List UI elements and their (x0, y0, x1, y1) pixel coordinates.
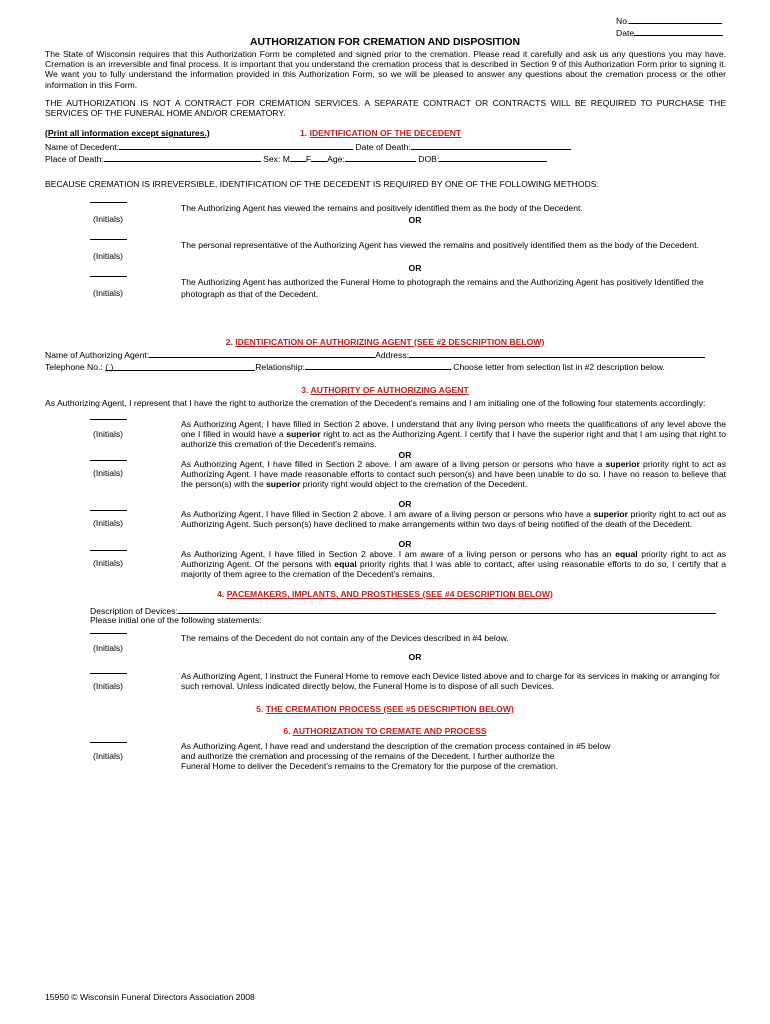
initials-line[interactable] (90, 276, 127, 277)
initials-line[interactable] (90, 550, 127, 551)
initials-line[interactable] (90, 460, 127, 461)
agent-address-label: Address: (375, 350, 410, 360)
devices-label: Description of Devices: (90, 606, 178, 616)
initials-label: (Initials) (92, 558, 124, 568)
sex-label: Sex: M (263, 154, 290, 164)
age-label: Age: (327, 154, 345, 164)
initials-label: (Initials) (92, 518, 124, 528)
or-separator: OR (398, 450, 412, 460)
initials-label: (Initials) (92, 643, 124, 653)
section4-heading: 4. PACEMAKERS, IMPLANTS, AND PROSTHESES (SEE #4 DESCRIPTION BELOW) (217, 589, 553, 599)
age-input[interactable] (345, 153, 416, 162)
initial-instruction: Please initial one of the following statements: (90, 615, 262, 625)
number-field[interactable] (616, 15, 722, 26)
section3-heading: 3. AUTHORITY OF AUTHORIZING AGENT (301, 385, 469, 395)
sex-f-input[interactable] (311, 153, 327, 162)
section5-heading: 5. THE CREMATION PROCESS (SEE #5 DESCRIPTION BELOW) (256, 704, 514, 714)
form-title: AUTHORIZATION FOR CREMATION AND DISPOSITION (250, 37, 520, 48)
date-label: Date (616, 28, 635, 38)
sex-f-label: F (305, 154, 312, 164)
place-of-death-label: Place of Death: (45, 154, 104, 164)
authority-option-declined: As Authorizing Agent, I have filled in Section 2 above. I am aware of a living person or persons who have a superior priority right to act out as Authorizing Agent. Such person(s) have declined to make arrangements within two days of being notified of the death of the Decedent. (181, 509, 727, 530)
authorizing-agent-name-row (45, 349, 705, 360)
authority-option-superior-right: As Authorizing Agent, I have filled in Section 2 above. I understand that any living person who meets the qualifications of any level above the one I filled in would have a superior right to act as the Authorizing Agent. I certify that I have the superior right and that I am using that right to authorize this cremation of the Decedent's remains. (181, 419, 726, 450)
authority-option-unable-to-contact: As Authorizing Agent, I have filled in Section 2 above. I am aware of a living person or persons who have a superior priority right to act as Authorizing Agent. I have made reasonable efforts to contact such person(s) and have been unable to do so. I have no reason to believe that the person(s) with the superior priority right would object to the cremation of the Decedent. (181, 459, 726, 490)
sex-m-input[interactable] (290, 153, 306, 162)
dob-input[interactable] (439, 153, 547, 162)
authority-option-equal-priority: As Authorizing Agent, I have filled in Section 2 above. I am aware of a living person or persons who has an equal priority right to act as Authorizing Agent. Of the persons with equal priority rights that I was able to contact, after using reasonable efforts to do so, I certify that a majority of them agree to the cremation of the Decedent's remains. (181, 549, 727, 580)
or-separator: OR (408, 263, 422, 273)
dob-label: DOB: (418, 154, 440, 164)
authority-intro: As Authorizing Agent, I represent that I have the right to authorize the cremation of the Decedent's remains and I am initialing one of the following four statements accordingly: (45, 398, 706, 408)
agent-name-label: Name of Authorizing Agent: (45, 350, 150, 360)
initials-label: (Initials) (92, 681, 124, 691)
devices-input[interactable] (178, 605, 716, 614)
initials-label: (Initials) (92, 214, 124, 224)
decedent-name-row (45, 141, 571, 152)
section1-heading: 1. IDENTIFICATION OF THE DECEDENT (300, 128, 462, 138)
cremation-authorization-text: As Authorizing Agent, I have read and understand the description of the cremation process contained in #5 below and authorize the cremation and processing of the remains of the Decedent. I further authorize the Funeral Home to deliver the Decedent's remains to the Crematory for the purpose of the cremation. (181, 741, 611, 772)
telephone-input[interactable]: ( ) (105, 362, 255, 371)
or-separator: OR (398, 539, 412, 549)
id-option-viewed: The Authorizing Agent has viewed the remains and positively identified them as the body of the Decedent. (181, 203, 583, 213)
print-note: (Print all information except signatures.) (45, 128, 210, 138)
initials-line[interactable] (90, 202, 127, 203)
initials-label: (Initials) (92, 429, 124, 439)
initials-line[interactable] (90, 510, 127, 511)
initials-line[interactable] (90, 742, 127, 743)
or-separator: OR (408, 215, 422, 225)
footer-copyright: 15950 © Wisconsin Funeral Directors Association 2008 (45, 992, 255, 1002)
number-label: No. (616, 16, 630, 26)
date-of-death-input[interactable] (411, 141, 571, 150)
initials-label: (Initials) (92, 468, 124, 478)
initials-line[interactable] (90, 419, 127, 420)
initials-line[interactable] (90, 673, 127, 674)
place-of-death-input[interactable] (104, 153, 261, 162)
initials-line[interactable] (90, 633, 127, 634)
place-of-death-row (45, 153, 547, 164)
date-of-death-label: Date of Death: (355, 142, 411, 152)
devices-option-remove: As Authorizing Agent, I instruct the Funeral Home to remove each Device listed above and to charge for its services in making or arranging for such removal. Unless indicated directly below, the Funeral Home is to dispose of all such Devices. (181, 671, 720, 692)
or-separator: OR (398, 499, 412, 509)
initials-label: (Initials) (92, 288, 124, 298)
contract-notice: THE AUTHORIZATION IS NOT A CONTRACT FOR CREMATION SERVICES. A SEPARATE CONTRACT OR CONTRACTS WILL BE REQUIRED TO PURCHASE THE SERVICES OF THE FUNERAL HOME AND/OR CREMATORY. (45, 98, 726, 119)
section2-heading: 2. IDENTIFICATION OF AUTHORIZING AGENT (SEE #2 DESCRIPTION BELOW) (225, 337, 545, 347)
intro-paragraph: The State of Wisconsin requires that this Authorization Form be completed and signed prior to the cremation. Please read it carefully and ask us any questions you may have. Cremation is an irreversible and final process. It is important that you understand the cremation process that is described in Section 9 of this Authorization Form prior to signing it. We want you to fully understand the information provided in this Authorization Form, so we will be pleased to answer any questions about the cremation process or the other information in this Form. (45, 49, 726, 90)
telephone-row (45, 361, 665, 372)
telephone-label: Telephone No.: (45, 362, 103, 372)
decedent-name-input[interactable] (119, 141, 353, 150)
section6-heading: 6. AUTHORIZATION TO CREMATE AND PROCESS (283, 726, 487, 736)
agent-address-input[interactable] (409, 349, 705, 358)
initials-label: (Initials) (92, 251, 124, 261)
relationship-label: Relationship: (255, 362, 305, 372)
devices-option-none: The remains of the Decedent do not contain any of the Devices described in #4 below. (181, 633, 509, 643)
relationship-choice-note: Choose letter from selection list in #2 description below. (453, 362, 665, 372)
initials-line[interactable] (90, 239, 127, 240)
decedent-name-label: Name of Decedent: (45, 142, 120, 152)
relationship-input[interactable] (305, 361, 451, 370)
id-option-representative: The personal representative of the Authorizing Agent has viewed the remains and positively identified them as the body of the Decedent. (181, 240, 699, 250)
agent-name-input[interactable] (149, 349, 375, 358)
initials-label: (Initials) (92, 751, 124, 761)
id-option-photograph: The Authorizing Agent has authorized the Funeral Home to photograph the remains and the Authorizing Agent has positively Identified the photograph as that of the Decedent. (181, 277, 704, 300)
identification-requirement: BECAUSE CREMATION IS IRREVERSIBLE, IDENTIFICATION OF THE DECEDENT IS REQUIRED BY ONE OF THE FOLLOWING METHODS: (45, 179, 599, 189)
or-separator: OR (408, 652, 422, 662)
